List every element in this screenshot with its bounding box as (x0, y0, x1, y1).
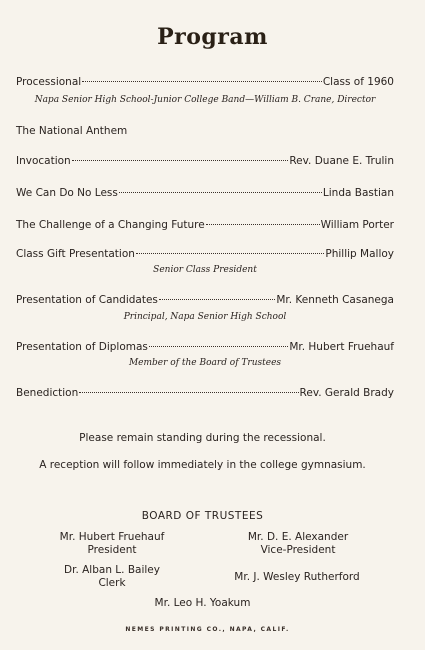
program-item-name: The Challenge of a Changing Future (16, 219, 205, 231)
leader-dots (119, 192, 322, 193)
trustee-name: Mr. Hubert Fruehauf (59, 531, 165, 543)
program-item-class-gift (16, 248, 394, 260)
trustee-president (48, 531, 176, 557)
program-item-person: Linda Bastian (322, 187, 394, 199)
program-item-speech-2 (16, 219, 394, 231)
board-heading: BOARD OF TRUSTEES (141, 510, 264, 522)
program-item-person: William Porter (320, 219, 394, 231)
program-item-anthem: The National Anthem (16, 125, 128, 137)
program-item-name: Invocation (16, 155, 71, 167)
program-item-person: Mr. Kenneth Casanega (276, 294, 394, 306)
trustee-name: Mr. Leo H. Yoakum (154, 597, 251, 609)
program-item-subtitle: Senior Class President (153, 265, 257, 275)
leader-dots (206, 224, 320, 225)
trustee-role: President (87, 544, 137, 556)
trustee-name: Mr. J. Wesley Rutherford (234, 571, 360, 583)
program-item-name: We Can Do No Less (16, 187, 118, 199)
program-item-person: Class of 1960 (322, 76, 394, 88)
trustee-role: Vice-President (260, 544, 336, 556)
trustee-clerk (52, 564, 172, 590)
program-item-person: Phillip Malloy (325, 248, 394, 260)
program-item-diplomas (16, 341, 394, 353)
program-item-name: Benediction (16, 387, 79, 399)
program-item-candidates (16, 294, 394, 306)
trustee-member (222, 571, 372, 584)
program-item-name: Class Gift Presentation (16, 248, 135, 260)
program-item-processional (16, 76, 394, 88)
leader-dots (72, 160, 289, 161)
program-item-name: Presentation of Diplomas (16, 341, 148, 353)
trustee-name: Dr. Alban L. Bailey (64, 564, 160, 576)
printer-credit: NEMES PRINTING CO., NAPA, CALIF. (125, 626, 290, 633)
trustee-vice-president (238, 531, 358, 557)
reception-note: A reception will follow immediately in the college gymnasium. (39, 459, 366, 471)
program-item-name: Presentation of Candidates (16, 294, 158, 306)
trustee-name: Mr. D. E. Alexander (247, 531, 349, 543)
leader-dots (149, 346, 288, 347)
program-item-person: Rev. Duane E. Trulin (289, 155, 394, 167)
program-item-invocation (16, 155, 394, 167)
program-item-benediction (16, 387, 394, 399)
leader-dots (136, 253, 324, 254)
program-item-person: Mr. Hubert Fruehauf (289, 341, 394, 353)
leader-dots (159, 299, 275, 300)
program-item-name: Processional (16, 76, 82, 88)
leader-dots (82, 81, 322, 82)
program-item-person: Rev. Gerald Brady (299, 387, 394, 399)
program-item-speech-1 (16, 187, 394, 199)
program-item-subtitle: Member of the Board of Trustees (128, 358, 282, 368)
page-title: Program (157, 24, 268, 50)
program-item-subtitle: Principal, Napa Senior High School (123, 312, 287, 322)
trustee-role: Clerk (98, 577, 126, 589)
leader-dots (79, 392, 298, 393)
program-item-subtitle: Napa Senior High School-Junior College Band—William B. Crane, Director (34, 95, 376, 105)
standing-note: Please remain standing during the recessional. (79, 432, 326, 444)
trustee-member (130, 597, 275, 610)
